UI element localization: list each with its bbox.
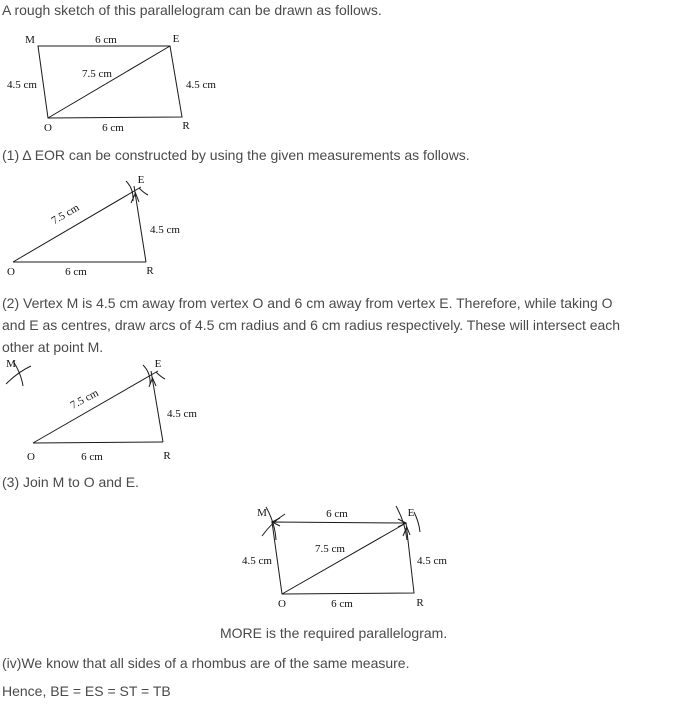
step-2-line-2: and E as centres, draw arcs of 4.5 cm radius and 6 cm radius respectively. These will intersect each: [2, 317, 621, 333]
side-oe-extended: [33, 371, 158, 443]
vertex-label-e: E: [172, 33, 180, 45]
step-iv-text: (iv)We know that all sides of a rhombus are of the same measure.: [2, 655, 410, 671]
vertex-label-r: R: [182, 120, 190, 132]
construction-arc-tick-at-e: [139, 188, 148, 195]
vertex-label-m: M: [25, 34, 35, 46]
vertex-label-o: O: [7, 266, 15, 278]
vertex-label-o: O: [44, 122, 52, 134]
diagonal-measure: 7.5 cm: [315, 543, 345, 555]
right-side-measure: 4.5 cm: [417, 555, 447, 567]
diagonal-oe: [48, 46, 170, 118]
step-2-paragraph: [2, 292, 620, 358]
parallelogram-outline: [272, 522, 414, 594]
left-side-measure: 4.5 cm: [7, 79, 37, 91]
construction-arc-at-e: [126, 181, 133, 201]
vertex-label-e: E: [407, 507, 415, 519]
side-re-extended: [151, 371, 163, 442]
hypotenuse-measure: 7.5 cm: [68, 387, 101, 412]
side-oe-extended: [13, 187, 141, 262]
vertex-label-o: O: [278, 598, 286, 610]
bottom-side-measure: 6 cm: [102, 122, 124, 134]
side-re-extended: [134, 186, 146, 262]
triangle-eor-diagram: [0, 170, 230, 285]
vertex-label-e: E: [154, 358, 162, 370]
step-2-line-1: (2) Vertex M is 4.5 cm away from vertex O and 6 cm away from vertex E. Therefore, while taking O: [2, 295, 613, 311]
vertex-label-r: R: [163, 450, 171, 462]
diagonal-oe: [282, 523, 406, 594]
construction-arc-tick-at-e: [156, 372, 165, 379]
base-measure: 6 cm: [81, 451, 103, 463]
intro-text: A rough sketch of this parallelogram can be drawn as follows.: [2, 2, 382, 18]
conclusion-text: MORE is the required parallelogram.: [220, 625, 448, 641]
bottom-side-measure: 6 cm: [331, 598, 353, 610]
vertical-side-measure: 4.5 cm: [167, 408, 197, 420]
right-side-measure: 4.5 cm: [186, 79, 216, 91]
vertex-label-r: R: [416, 597, 424, 609]
arrowhead-at-e: [131, 193, 139, 203]
final-statement-text: Hence, BE = ES = ST = TB: [2, 683, 171, 699]
parallelogram-more-diagram: [230, 495, 470, 620]
step-2-line-3: other at point M.: [2, 339, 104, 355]
base-measure: 6 cm: [65, 266, 87, 278]
triangle-with-arcs-diagram: [0, 355, 230, 467]
vertex-label-e: E: [137, 174, 145, 186]
construction-arc-at-e-2: [414, 512, 420, 532]
parallelogram-outline: [38, 46, 182, 118]
step-3-text: (3) Join M to O and E.: [2, 474, 139, 490]
vertical-side-measure: 4.5 cm: [150, 224, 180, 236]
left-side-measure: 4.5 cm: [242, 555, 272, 567]
base-or: [33, 442, 163, 443]
vertex-label-m: M: [257, 507, 267, 519]
hypotenuse-measure: 7.5 cm: [49, 201, 82, 228]
top-side-measure: 6 cm: [95, 34, 117, 46]
vertex-label-m: M: [6, 358, 16, 370]
diagonal-measure: 7.5 cm: [82, 68, 112, 80]
step-1-text: (1) Δ EOR can be constructed by using the given measurements as follows.: [2, 147, 470, 163]
rough-sketch-diagram: [0, 28, 240, 142]
vertex-label-o: O: [27, 451, 35, 463]
construction-arc-at-e: [143, 365, 150, 385]
vertex-label-r: R: [146, 265, 154, 277]
top-side-measure: 6 cm: [326, 508, 348, 520]
